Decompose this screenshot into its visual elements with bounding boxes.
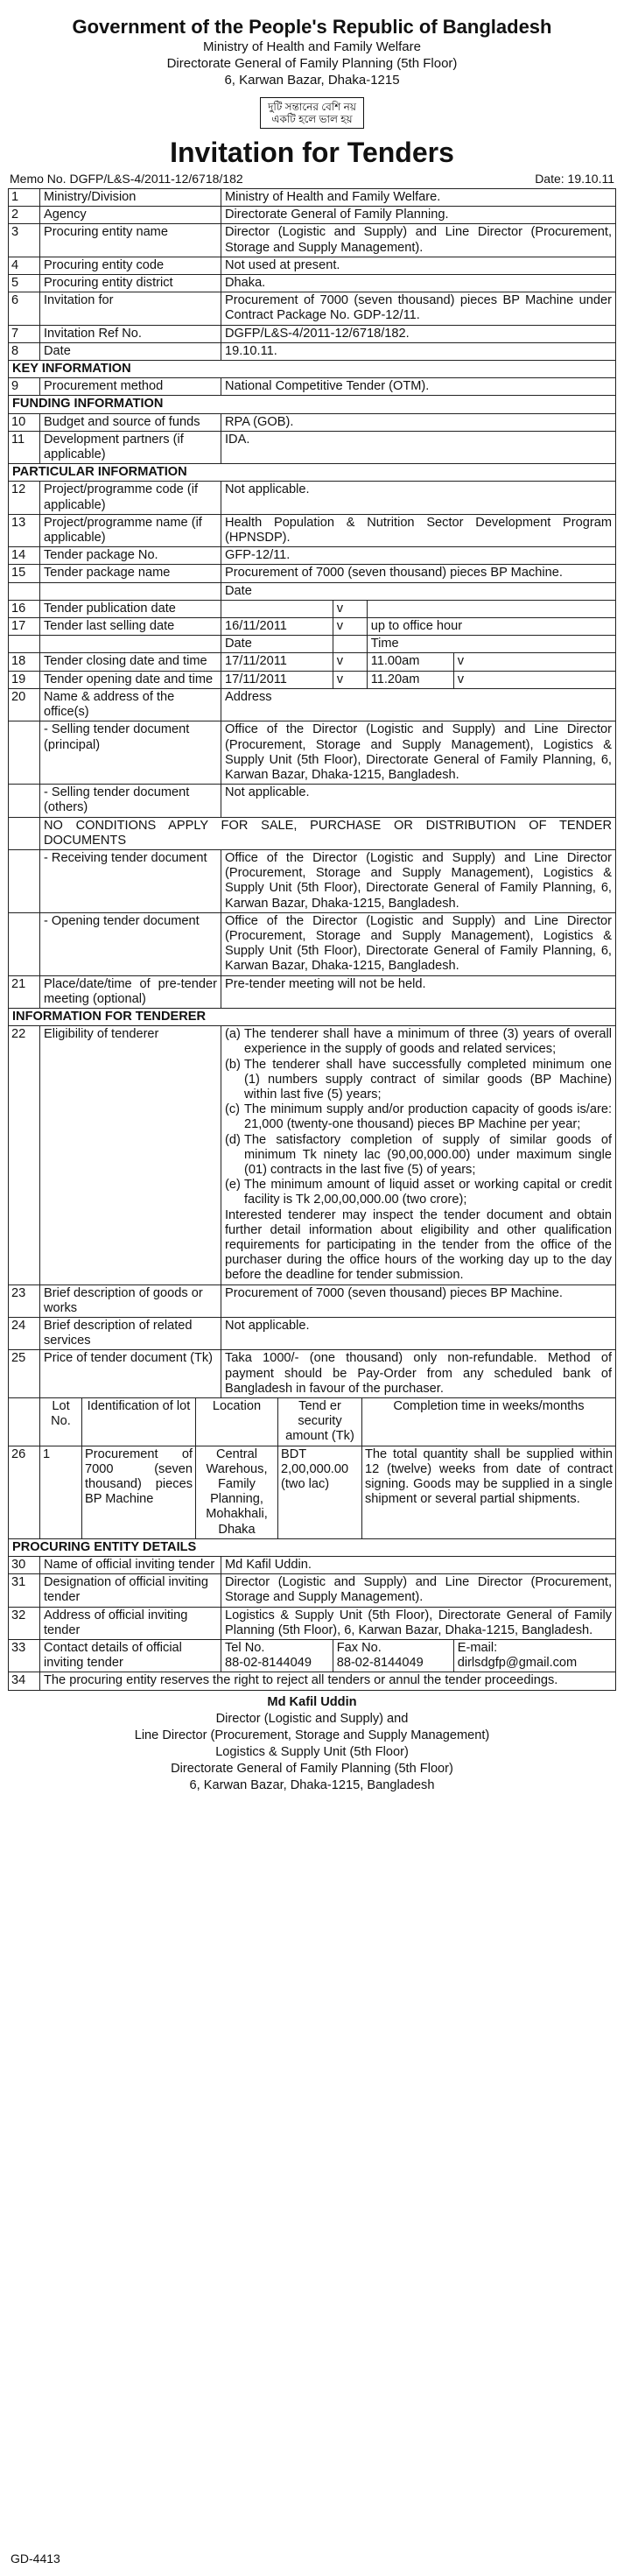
date-header-row bbox=[9, 582, 616, 600]
row-number: 13 bbox=[9, 514, 40, 546]
table-row bbox=[9, 721, 616, 785]
email-address: dirlsdgfp@gmail.com bbox=[457, 1656, 578, 1671]
row-value: Pre-tender meeting will not be held. bbox=[221, 975, 616, 1008]
section-heading bbox=[9, 361, 616, 378]
row-number: 4 bbox=[9, 257, 40, 274]
table-row bbox=[9, 547, 616, 565]
table-row bbox=[9, 292, 616, 325]
row-label: Procurement method bbox=[40, 378, 221, 396]
row-number: 19 bbox=[9, 671, 40, 688]
row-label: - Receiving tender document bbox=[40, 849, 221, 912]
row-label: Invitation Ref No. bbox=[40, 325, 221, 342]
row-number: 8 bbox=[9, 342, 40, 360]
page-title: Invitation for Tenders bbox=[170, 137, 454, 168]
row-label: - Opening tender document bbox=[40, 912, 221, 975]
row-value: Director (Logistic and Supply) and Line Director (Procurement, Storage and Supply Management). bbox=[221, 1574, 616, 1607]
government-title: Government of the People's Republic of Bangladesh bbox=[72, 16, 552, 38]
section-heading bbox=[9, 464, 616, 482]
table-row bbox=[9, 189, 616, 207]
row-value: IDA. bbox=[221, 431, 616, 463]
procuring-entity-details-heading: PROCURING ENTITY DETAILS bbox=[9, 1538, 616, 1556]
funding-information-heading: FUNDING INFORMATION bbox=[9, 396, 616, 413]
row-number: 33 bbox=[9, 1640, 40, 1672]
table-row bbox=[9, 342, 616, 360]
row-label: Tender last selling date bbox=[40, 618, 221, 636]
row-label: Contact details of official inviting tender bbox=[40, 1640, 221, 1672]
signatory-designation: Director (Logistic and Supply) and bbox=[215, 1711, 409, 1726]
row-label: Ministry/Division bbox=[40, 189, 221, 207]
tick-mark: v bbox=[453, 653, 615, 671]
row-value: RPA (GOB). bbox=[221, 413, 616, 431]
table-row bbox=[9, 975, 616, 1008]
table-row bbox=[9, 275, 616, 292]
row-number: 7 bbox=[9, 325, 40, 342]
row-number: 16 bbox=[9, 600, 40, 617]
lot-header-row bbox=[9, 1398, 616, 1446]
row-number: 1 bbox=[9, 189, 40, 207]
row-label: Project/programme code (if applicable) bbox=[40, 482, 221, 514]
row-number: 34 bbox=[9, 1672, 40, 1690]
row-value: Health Population & Nutrition Sector Development Program (HPNSDP). bbox=[221, 514, 616, 546]
lot-row bbox=[40, 1446, 615, 1538]
table-row bbox=[9, 207, 616, 224]
tick-mark: v bbox=[333, 600, 367, 617]
row-label: Designation of official inviting tender bbox=[40, 1574, 221, 1607]
date-value: 17/11/2011 bbox=[221, 653, 333, 671]
row-number: 31 bbox=[9, 1574, 40, 1607]
row-label: Tender closing date and time bbox=[40, 653, 221, 671]
table-row bbox=[9, 785, 616, 817]
directorate-line: Directorate General of Family Planning (5th Floor) bbox=[166, 56, 458, 71]
tick-mark: v bbox=[333, 671, 367, 688]
row-number: 20 bbox=[9, 688, 40, 721]
row-value: Not applicable. bbox=[221, 1318, 616, 1350]
tel-number: 88-02-8144049 bbox=[225, 1656, 312, 1671]
information-for-tenderer-heading: INFORMATION FOR TENDERER bbox=[9, 1008, 616, 1025]
row-number: 3 bbox=[9, 224, 40, 257]
memo-date: Date: 19.10.11 bbox=[535, 172, 614, 186]
row-number: 6 bbox=[9, 292, 40, 325]
publication-code: GD-4413 bbox=[11, 2551, 60, 2565]
fax-cell: Fax No. 88-02-8144049 bbox=[333, 1640, 453, 1672]
table-row bbox=[9, 688, 616, 721]
table-row bbox=[9, 1284, 616, 1317]
row-label: Name & address of the office(s) bbox=[40, 688, 221, 721]
row-label: - Selling tender document (principal) bbox=[40, 721, 221, 785]
tel-cell: Tel No. 88-02-8144049 bbox=[221, 1640, 333, 1672]
lot-no-heading: Lot No. bbox=[40, 1398, 82, 1446]
lot-completion-time: The total quantity shall be supplied within 12 (twelve) weeks from date of contract signing. Goods may be supplied in a single shipment or several partial shipments. bbox=[365, 1446, 613, 1507]
table-row bbox=[9, 1446, 616, 1538]
table-row bbox=[9, 1640, 616, 1672]
row-number: 32 bbox=[9, 1607, 40, 1639]
row-value: Office of the Director (Logistic and Supply) and Line Director (Procurement, Storage and Supply Management), Logistics & Supply Unit (5th Floor), Directorate General of Family Planning, 6, Karwan Bazar, Dhaka-1215, Bangladesh. bbox=[221, 849, 616, 912]
table-row bbox=[9, 413, 616, 431]
table-row bbox=[9, 224, 616, 257]
row-label: Tender opening date and time bbox=[40, 671, 221, 688]
completion-time-heading: Completion time in weeks/months bbox=[393, 1399, 585, 1414]
table-row bbox=[9, 482, 616, 514]
row-number: 5 bbox=[9, 275, 40, 292]
row-label: - Selling tender document (others) bbox=[40, 785, 221, 817]
row-number: 18 bbox=[9, 653, 40, 671]
table-row bbox=[9, 514, 616, 546]
table-row bbox=[9, 912, 616, 975]
row-label: Place/date/time of pre-tender meeting (optional) bbox=[40, 975, 221, 1008]
table-row bbox=[9, 618, 616, 636]
row-number: 12 bbox=[9, 482, 40, 514]
date-value: 17/11/2011 bbox=[221, 671, 333, 688]
table-row bbox=[9, 565, 616, 582]
eligibility-criteria bbox=[221, 1026, 616, 1284]
time-column-heading: Time bbox=[367, 636, 615, 653]
address-line: 6, Karwan Bazar, Dhaka-1215 bbox=[224, 73, 400, 88]
row-value: Director (Logistic and Supply) and Line Director (Procurement, Storage and Supply Management). bbox=[221, 224, 616, 257]
table-row bbox=[9, 1350, 616, 1398]
ministry-line: Ministry of Health and Family Welfare bbox=[203, 39, 421, 54]
row-number: 23 bbox=[9, 1284, 40, 1317]
section-heading bbox=[9, 396, 616, 413]
row-label: Tender package No. bbox=[40, 547, 221, 565]
row-value: Office of the Director (Logistic and Supply) and Line Director (Procurement, Storage and Supply Management), Logistics & Supply Unit (5th Floor), Directorate General of Family Planning, 6, Karwan Bazar, Dhaka-1215, Bangladesh. bbox=[221, 721, 616, 785]
row-label: Brief description of related services bbox=[40, 1318, 221, 1350]
row-label: Tender package name bbox=[40, 565, 221, 582]
date-value bbox=[221, 600, 333, 617]
memo-number: Memo No. DGFP/L&S-4/2011-12/6718/182 bbox=[10, 172, 243, 186]
lot-header bbox=[40, 1398, 615, 1446]
time-value: up to office hour bbox=[367, 618, 615, 636]
table-row bbox=[9, 1672, 616, 1690]
row-number: 10 bbox=[9, 413, 40, 431]
date-time-header-row bbox=[9, 636, 616, 653]
row-label: Procuring entity district bbox=[40, 275, 221, 292]
key-information-heading: KEY INFORMATION bbox=[9, 361, 616, 378]
table-row bbox=[9, 653, 616, 671]
table-row bbox=[9, 849, 616, 912]
table-row bbox=[9, 431, 616, 463]
row-number: 25 bbox=[9, 1350, 40, 1398]
row-label: Invitation for bbox=[40, 292, 221, 325]
row-number: 2 bbox=[9, 207, 40, 224]
row-label: Date bbox=[40, 342, 221, 360]
row-value: Taka 1000/- (one thousand) only non-refundable. Method of payment should be Pay-Order from any scheduled bank of Bangladesh in favour of the purchaser. bbox=[221, 1350, 616, 1398]
row-label: Price of tender document (Tk) bbox=[40, 1350, 221, 1398]
row-number: 22 bbox=[9, 1026, 40, 1284]
row-value: Office of the Director (Logistic and Supply) and Line Director (Procurement, Storage and Supply Management), Logistics & Supply Unit (5th Floor), Directorate General of Family Planning, 6, Karwan Bazar, Dhaka-1215, Bangladesh. bbox=[221, 912, 616, 975]
date-column-heading: Date bbox=[221, 582, 616, 600]
tick-mark: v bbox=[453, 671, 615, 688]
row-number: 14 bbox=[9, 547, 40, 565]
security-amount-heading: Tend er security amount (Tk) bbox=[278, 1398, 362, 1446]
signatory-unit: Logistics & Supply Unit (5th Floor) bbox=[215, 1744, 409, 1759]
date-column-heading: Date bbox=[221, 636, 333, 653]
no-conditions-note: NO CONDITIONS APPLY FOR SALE, PURCHASE OR DISTRIBUTION OF TENDER DOCUMENTS bbox=[40, 817, 616, 849]
fax-number: 88-02-8144049 bbox=[336, 1656, 424, 1671]
lot-security-amount: BDT 2,00,000.00 (two lac) bbox=[278, 1446, 362, 1538]
reservation-note: The procuring entity reserves the right to reject all tenders or annul the tender proceedings. bbox=[40, 1672, 616, 1690]
row-value: 19.10.11. bbox=[221, 342, 616, 360]
row-label: Eligibility of tenderer bbox=[40, 1026, 221, 1284]
row-number: 17 bbox=[9, 618, 40, 636]
slogan-line-1: দুটি সন্তানের বেশি নয় bbox=[268, 101, 356, 113]
signature-block bbox=[8, 1694, 616, 1794]
row-value: Dhaka. bbox=[221, 275, 616, 292]
section-heading bbox=[9, 1538, 616, 1556]
list-item: (d) The satisfactory completion of supply of similar goods of minimum Tk ninety lac (90,00,000.00) under maximum single (01) contracts in the last five (5) of years; bbox=[225, 1132, 612, 1177]
row-value: DGFP/L&S-4/2011-12/6718/182. bbox=[221, 325, 616, 342]
table-row bbox=[9, 1318, 616, 1350]
slogan-line-2: একটি হলে ভাল হয় bbox=[271, 113, 353, 125]
list-item: (e) The minimum amount of liquid asset or working capital or credit facility is Tk 2,00,00,000.00 (two crore); bbox=[225, 1178, 612, 1207]
table-row bbox=[9, 257, 616, 274]
row-number: 9 bbox=[9, 378, 40, 396]
row-label: Name of official inviting tender bbox=[40, 1557, 221, 1574]
row-label: Procuring entity code bbox=[40, 257, 221, 274]
row-value: Procurement of 7000 (seven thousand) pieces BP Machine under Contract Package No. GDP-12/11. bbox=[221, 292, 616, 325]
row-label: Brief description of goods or works bbox=[40, 1284, 221, 1317]
row-value: Not applicable. bbox=[221, 785, 616, 817]
header bbox=[8, 16, 616, 169]
row-label: Address of official inviting tender bbox=[40, 1607, 221, 1639]
eligibility-note: Interested tenderer may inspect the tender document and obtain further detail information about eligibility and other qualification requirements for participating in the tender from the office of the purchaser during the office hours of the working day up to the day before the deadline for tender submission. bbox=[225, 1207, 612, 1283]
list-item: (c) The minimum supply and/or production capacity of goods is/are: 21,000 (twenty-one thousand) pieces BP Machine per year; bbox=[225, 1102, 612, 1132]
lot-number: 1 bbox=[40, 1446, 82, 1538]
row-value: Md Kafil Uddin. bbox=[221, 1557, 616, 1574]
row-label: Development partners (if applicable) bbox=[40, 431, 221, 463]
row-value: Ministry of Health and Family Welfare. bbox=[221, 189, 616, 207]
time-value: 11.20am bbox=[367, 671, 453, 688]
signatory-address: 6, Karwan Bazar, Dhaka-1215, Bangladesh bbox=[189, 1777, 435, 1792]
list-item: (b) The tenderer shall have successfully completed minimum one (1) numbers supply contract of similar goods (BP Machine) within last five (5) years; bbox=[225, 1057, 612, 1101]
row-number: 26 bbox=[9, 1446, 40, 1538]
row-value: National Competitive Tender (OTM). bbox=[221, 378, 616, 396]
row-label: Agency bbox=[40, 207, 221, 224]
row-label: Budget and source of funds bbox=[40, 413, 221, 431]
tick-mark: v bbox=[333, 618, 367, 636]
row-value: Not used at present. bbox=[221, 257, 616, 274]
tender-table bbox=[8, 188, 616, 1691]
table-row bbox=[9, 1607, 616, 1639]
table-row bbox=[9, 1574, 616, 1607]
row-value: Procurement of 7000 (seven thousand) pieces BP Machine. bbox=[221, 1284, 616, 1317]
table-row bbox=[9, 325, 616, 342]
row-value: Not applicable. bbox=[221, 482, 616, 514]
row-label: Project/programme name (if applicable) bbox=[40, 514, 221, 546]
particular-information-heading: PARTICULAR INFORMATION bbox=[9, 464, 616, 482]
table-row bbox=[9, 378, 616, 396]
signatory-designation-2: Line Director (Procurement, Storage and Supply Management) bbox=[134, 1728, 490, 1742]
row-label: Procuring entity name bbox=[40, 224, 221, 257]
row-number: 15 bbox=[9, 565, 40, 582]
table-row bbox=[9, 671, 616, 688]
time-value: 11.00am bbox=[367, 653, 453, 671]
row-value: Address bbox=[221, 688, 616, 721]
lot-location: Central Warehous, Family Planning, Mohakhali, Dhaka bbox=[196, 1446, 278, 1538]
memo-line bbox=[8, 171, 616, 187]
date-value: 16/11/2011 bbox=[221, 618, 333, 636]
row-value: Procurement of 7000 (seven thousand) pieces BP Machine. bbox=[221, 565, 616, 582]
signatory-name: Md Kafil Uddin bbox=[267, 1694, 357, 1709]
table-row bbox=[9, 1026, 616, 1284]
location-heading: Location bbox=[196, 1398, 278, 1446]
row-value: Directorate General of Family Planning. bbox=[221, 207, 616, 224]
row-value: Logistics & Supply Unit (5th Floor), Directorate General of Family Planning (5th Floor), 6, Karwan Bazar, Dhaka-1215, Bangladesh. bbox=[221, 1607, 616, 1639]
table-row bbox=[9, 1557, 616, 1574]
lot-identification-heading: Identification of lot bbox=[82, 1398, 196, 1446]
section-heading bbox=[9, 1008, 616, 1025]
row-number: 30 bbox=[9, 1557, 40, 1574]
email-cell: E-mail: dirlsdgfp@gmail.com bbox=[453, 1640, 615, 1672]
slogan-box bbox=[260, 97, 364, 129]
table-row bbox=[9, 817, 616, 849]
row-value: GFP-12/11. bbox=[221, 547, 616, 565]
row-label: Tender publication date bbox=[40, 600, 221, 617]
row-number: 11 bbox=[9, 431, 40, 463]
row-number: 24 bbox=[9, 1318, 40, 1350]
list-item: (a) The tenderer shall have a minimum of three (3) years of overall experience in the supply of goods and related services; bbox=[225, 1027, 612, 1057]
table-row bbox=[9, 600, 616, 617]
signatory-directorate: Directorate General of Family Planning (5th Floor) bbox=[171, 1761, 453, 1776]
row-number: 21 bbox=[9, 975, 40, 1008]
tick-mark: v bbox=[333, 653, 367, 671]
lot-identification: Procurement of 7000 (seven thousand) pieces BP Machine bbox=[82, 1446, 196, 1538]
